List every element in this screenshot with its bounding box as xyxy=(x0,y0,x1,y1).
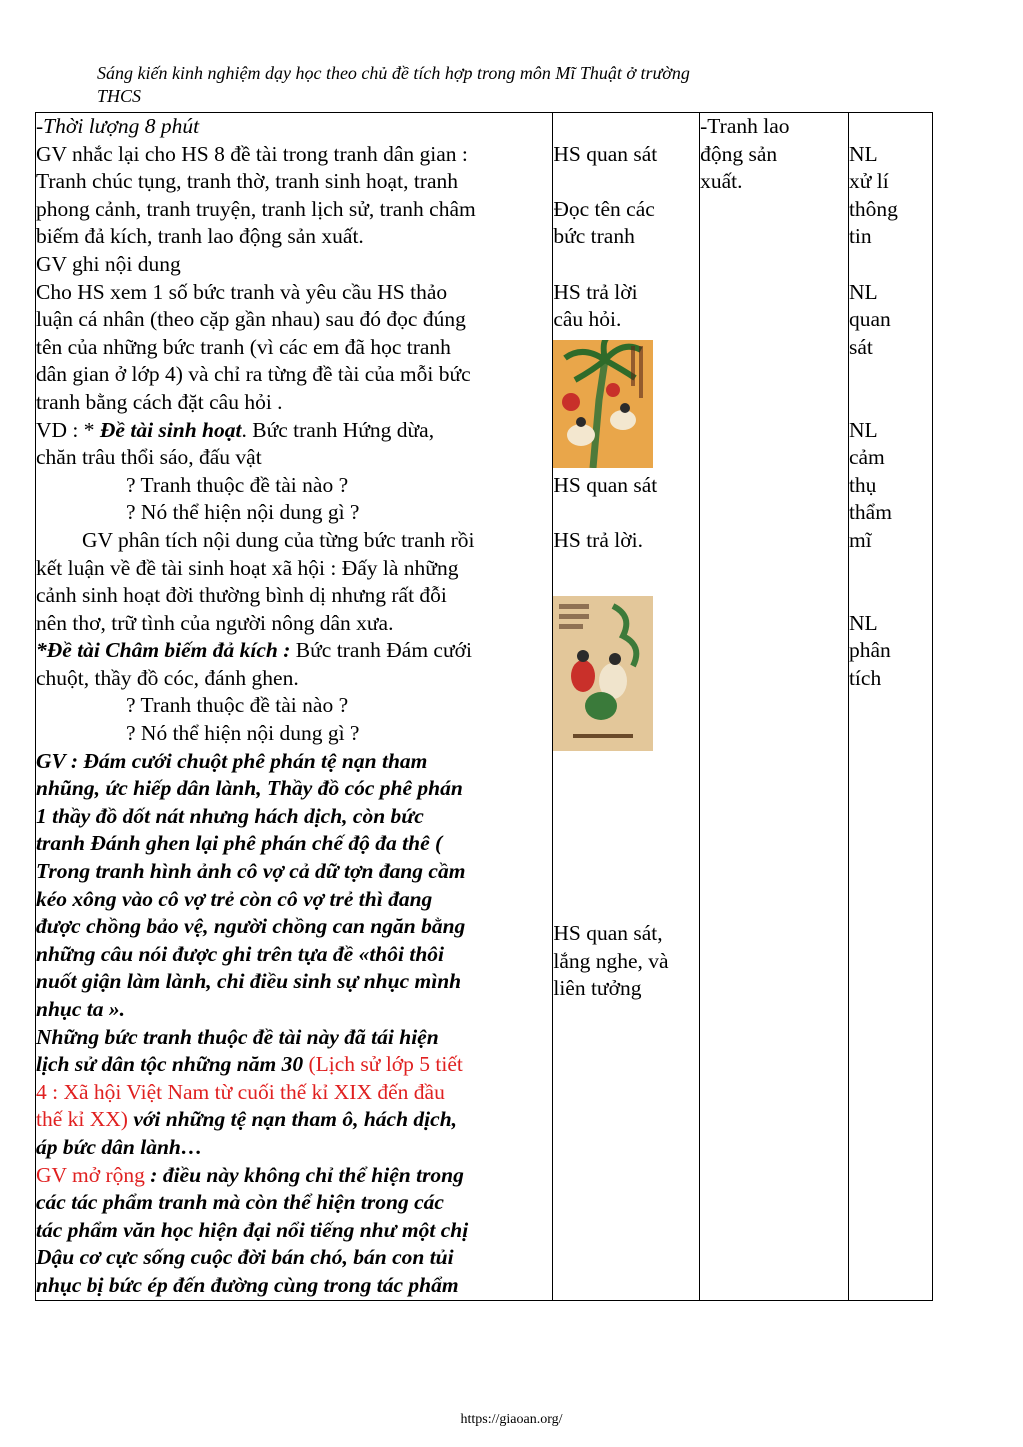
text-fragment: lịch sử dân tộc những năm 30 xyxy=(36,1052,309,1077)
text-line: biếm đả kích, tranh lao động sản xuất. xyxy=(36,224,364,249)
history-ref: thế kỉ XX) xyxy=(36,1107,134,1132)
header-line-2: THCS xyxy=(97,86,142,106)
bold-text-line: Dậu cơ cực sống cuộc đời bán chó, bán con tủi xyxy=(36,1245,454,1270)
text-line: mĩ xyxy=(848,527,872,552)
text-line: Đọc tên các xyxy=(553,196,655,221)
content-cell xyxy=(700,113,849,1301)
extension-line xyxy=(36,1162,552,1190)
topic-daily-life: Đề tài sinh hoạt xyxy=(99,417,242,442)
text-line: cảnh sinh hoạt đời thường bình dị nhưng rất đỗi xyxy=(36,583,447,608)
text-line: câu hỏi. xyxy=(553,307,622,332)
bold-text-line: các tác phẩm tranh mà còn thể hiện trong các xyxy=(36,1190,444,1215)
question-line: ? Tranh thuộc đề tài nào ? xyxy=(126,693,349,718)
topic-satire: *Đề tài Châm biếm đả kích : xyxy=(36,638,291,663)
text-line: Cho HS xem 1 số bức tranh và yêu cầu HS thảo xyxy=(36,279,448,304)
text-line: liên tưởng xyxy=(553,976,642,1001)
text-line: Tranh chúc tụng, tranh thờ, tranh sinh hoạt, tranh xyxy=(36,169,458,194)
folk-painting-coconut-picking xyxy=(553,340,653,468)
text-line: tin xyxy=(848,224,872,249)
duration-line: -Thời lượng 8 phút xyxy=(36,114,200,138)
text-line: nên thơ, trữ tình của người nông dân xưa. xyxy=(36,610,394,635)
teacher-activity-cell xyxy=(36,113,553,1301)
bold-text-line: tác phẩm văn học hiện đại nổi tiếng như một chị xyxy=(36,1217,469,1242)
folk-painting-jealous-fight xyxy=(553,596,653,751)
text-line: dân gian ở lớp 4) và chỉ ra từng đề tài của mỗi bức xyxy=(36,362,471,387)
text-line: thẩm xyxy=(848,500,892,525)
text-line: xuất. xyxy=(700,169,743,194)
student-activity-cell xyxy=(553,113,700,1301)
bold-text-line: áp bức dân lành… xyxy=(36,1134,203,1159)
text-line: xử lí xyxy=(848,169,889,194)
text-line: phân xyxy=(848,638,891,663)
text-line: HS quan sát xyxy=(553,472,658,497)
text-line: tên của những bức tranh (vì các em đã học tranh xyxy=(36,334,451,359)
competency-cell xyxy=(848,113,932,1301)
topic-satire-line xyxy=(36,637,552,665)
text-line: NL xyxy=(848,141,878,166)
bold-text-line: nhục ta ». xyxy=(36,997,126,1021)
text-line: tranh bằng cách đặt câu hỏi . xyxy=(36,389,283,414)
text-line: động sản xyxy=(700,141,778,166)
text-line: tích xyxy=(848,665,882,690)
bold-text-line: được chồng bảo vệ, người chồng can ngăn bằng xyxy=(36,914,466,939)
text-fragment: : điều này không chỉ thể hiện trong xyxy=(144,1162,464,1187)
bold-text-line: những câu nói được ghi trên tựa đề «thôi thôi xyxy=(36,941,444,966)
bold-text-line: tranh Đánh ghen lại phê phán chế độ đa thê ( xyxy=(36,831,443,856)
text-line: GV ghi nội dung xyxy=(36,251,181,276)
text-line: lắng nghe, và xyxy=(553,948,669,973)
page-header xyxy=(97,62,857,108)
history-line-end xyxy=(36,1106,552,1134)
text-line: kết luận về đề tài sinh hoạt xã hội : Đấy là những xyxy=(36,555,459,580)
text-line: NL xyxy=(848,610,878,635)
text-fragment: với những tệ nạn tham ô, hách dịch, xyxy=(133,1107,458,1132)
bold-text-line: Trong tranh hình ảnh cô vợ cả dữ tợn đang cầm xyxy=(36,859,466,884)
text-line: thông xyxy=(848,196,898,221)
text-line: HS trả lời. xyxy=(553,527,643,552)
question-line: ? Tranh thuộc đề tài nào ? xyxy=(126,472,349,497)
bold-text-line: nuốt giận làm lành, chi điều sinh sự nhục mình xyxy=(36,969,462,994)
text-line: thụ xyxy=(848,472,877,497)
text-line: -Tranh lao xyxy=(700,114,790,138)
text-line: cảm xyxy=(848,445,885,470)
history-ref-line: 4 : Xã hội Việt Nam từ cuối thế kỉ XIX đến đầu xyxy=(36,1079,445,1104)
extension-label: GV mở rộng xyxy=(36,1162,145,1187)
text-line: GV nhắc lại cho HS 8 đề tài trong tranh dân gian : xyxy=(36,141,468,166)
bold-text-line: nhục bị bức ép đến đường cùng trong tác phẩm xyxy=(36,1272,459,1297)
text-line: HS quan sát, xyxy=(553,921,663,946)
bold-text-line: kéo xông vào cô vợ trẻ còn cô vợ trẻ thì đang xyxy=(36,886,433,911)
text-line: phong cảnh, tranh truyện, tranh lịch sử, tranh châm xyxy=(36,196,476,221)
text-line: HS quan sát xyxy=(553,141,658,166)
example-prefix: VD : * xyxy=(36,417,100,442)
bold-text-line: Những bức tranh thuộc đề tài này đã tái hiện xyxy=(36,1024,439,1049)
text-line: GV phân tích nội dung của từng bức tranh rồi xyxy=(82,527,475,552)
text-line: chăn trâu thổi sáo, đấu vật xyxy=(36,445,262,470)
text-line: bức tranh xyxy=(553,224,635,249)
text-fragment: Bức tranh Đám cưới xyxy=(290,638,472,663)
text-line: NL xyxy=(848,417,878,442)
text-line: chuột, thầy đồ cóc, đánh ghen. xyxy=(36,665,299,690)
example-line xyxy=(36,417,552,445)
header-line-1: Sáng kiến kinh nghiệm dạy học theo chủ đề tích hợp trong môn Mĩ Thuật ở trường xyxy=(97,63,690,83)
bold-text-line: GV : Đám cưới chuột phê phán tệ nạn tham xyxy=(36,748,428,773)
question-line: ? Nó thể hiện nội dung gì ? xyxy=(126,500,360,525)
history-ref: (Lịch sử lớp 5 tiết xyxy=(308,1052,463,1077)
table-row xyxy=(36,113,933,1301)
text-line: quan xyxy=(848,307,891,332)
text-line: HS trả lời xyxy=(553,279,638,304)
text-line: luận cá nhân (theo cặp gần nhau) sau đó đọc đúng xyxy=(36,307,466,332)
history-line xyxy=(36,1051,552,1079)
text-line: sát xyxy=(848,334,873,359)
bold-text-line: nhũng, ức hiếp dân lành, Thầy đồ cóc phê phán xyxy=(36,776,463,801)
question-line: ? Nó thể hiện nội dung gì ? xyxy=(126,721,360,746)
example-suffix: . Bức tranh Hứng dừa, xyxy=(241,417,435,442)
bold-text-line: 1 thầy đồ dốt nát nhưng hách dịch, còn bức xyxy=(36,803,424,828)
lesson-table xyxy=(35,112,933,1301)
footer-url: https://giaoan.org/ xyxy=(460,1412,563,1427)
text-line: NL xyxy=(848,279,878,304)
